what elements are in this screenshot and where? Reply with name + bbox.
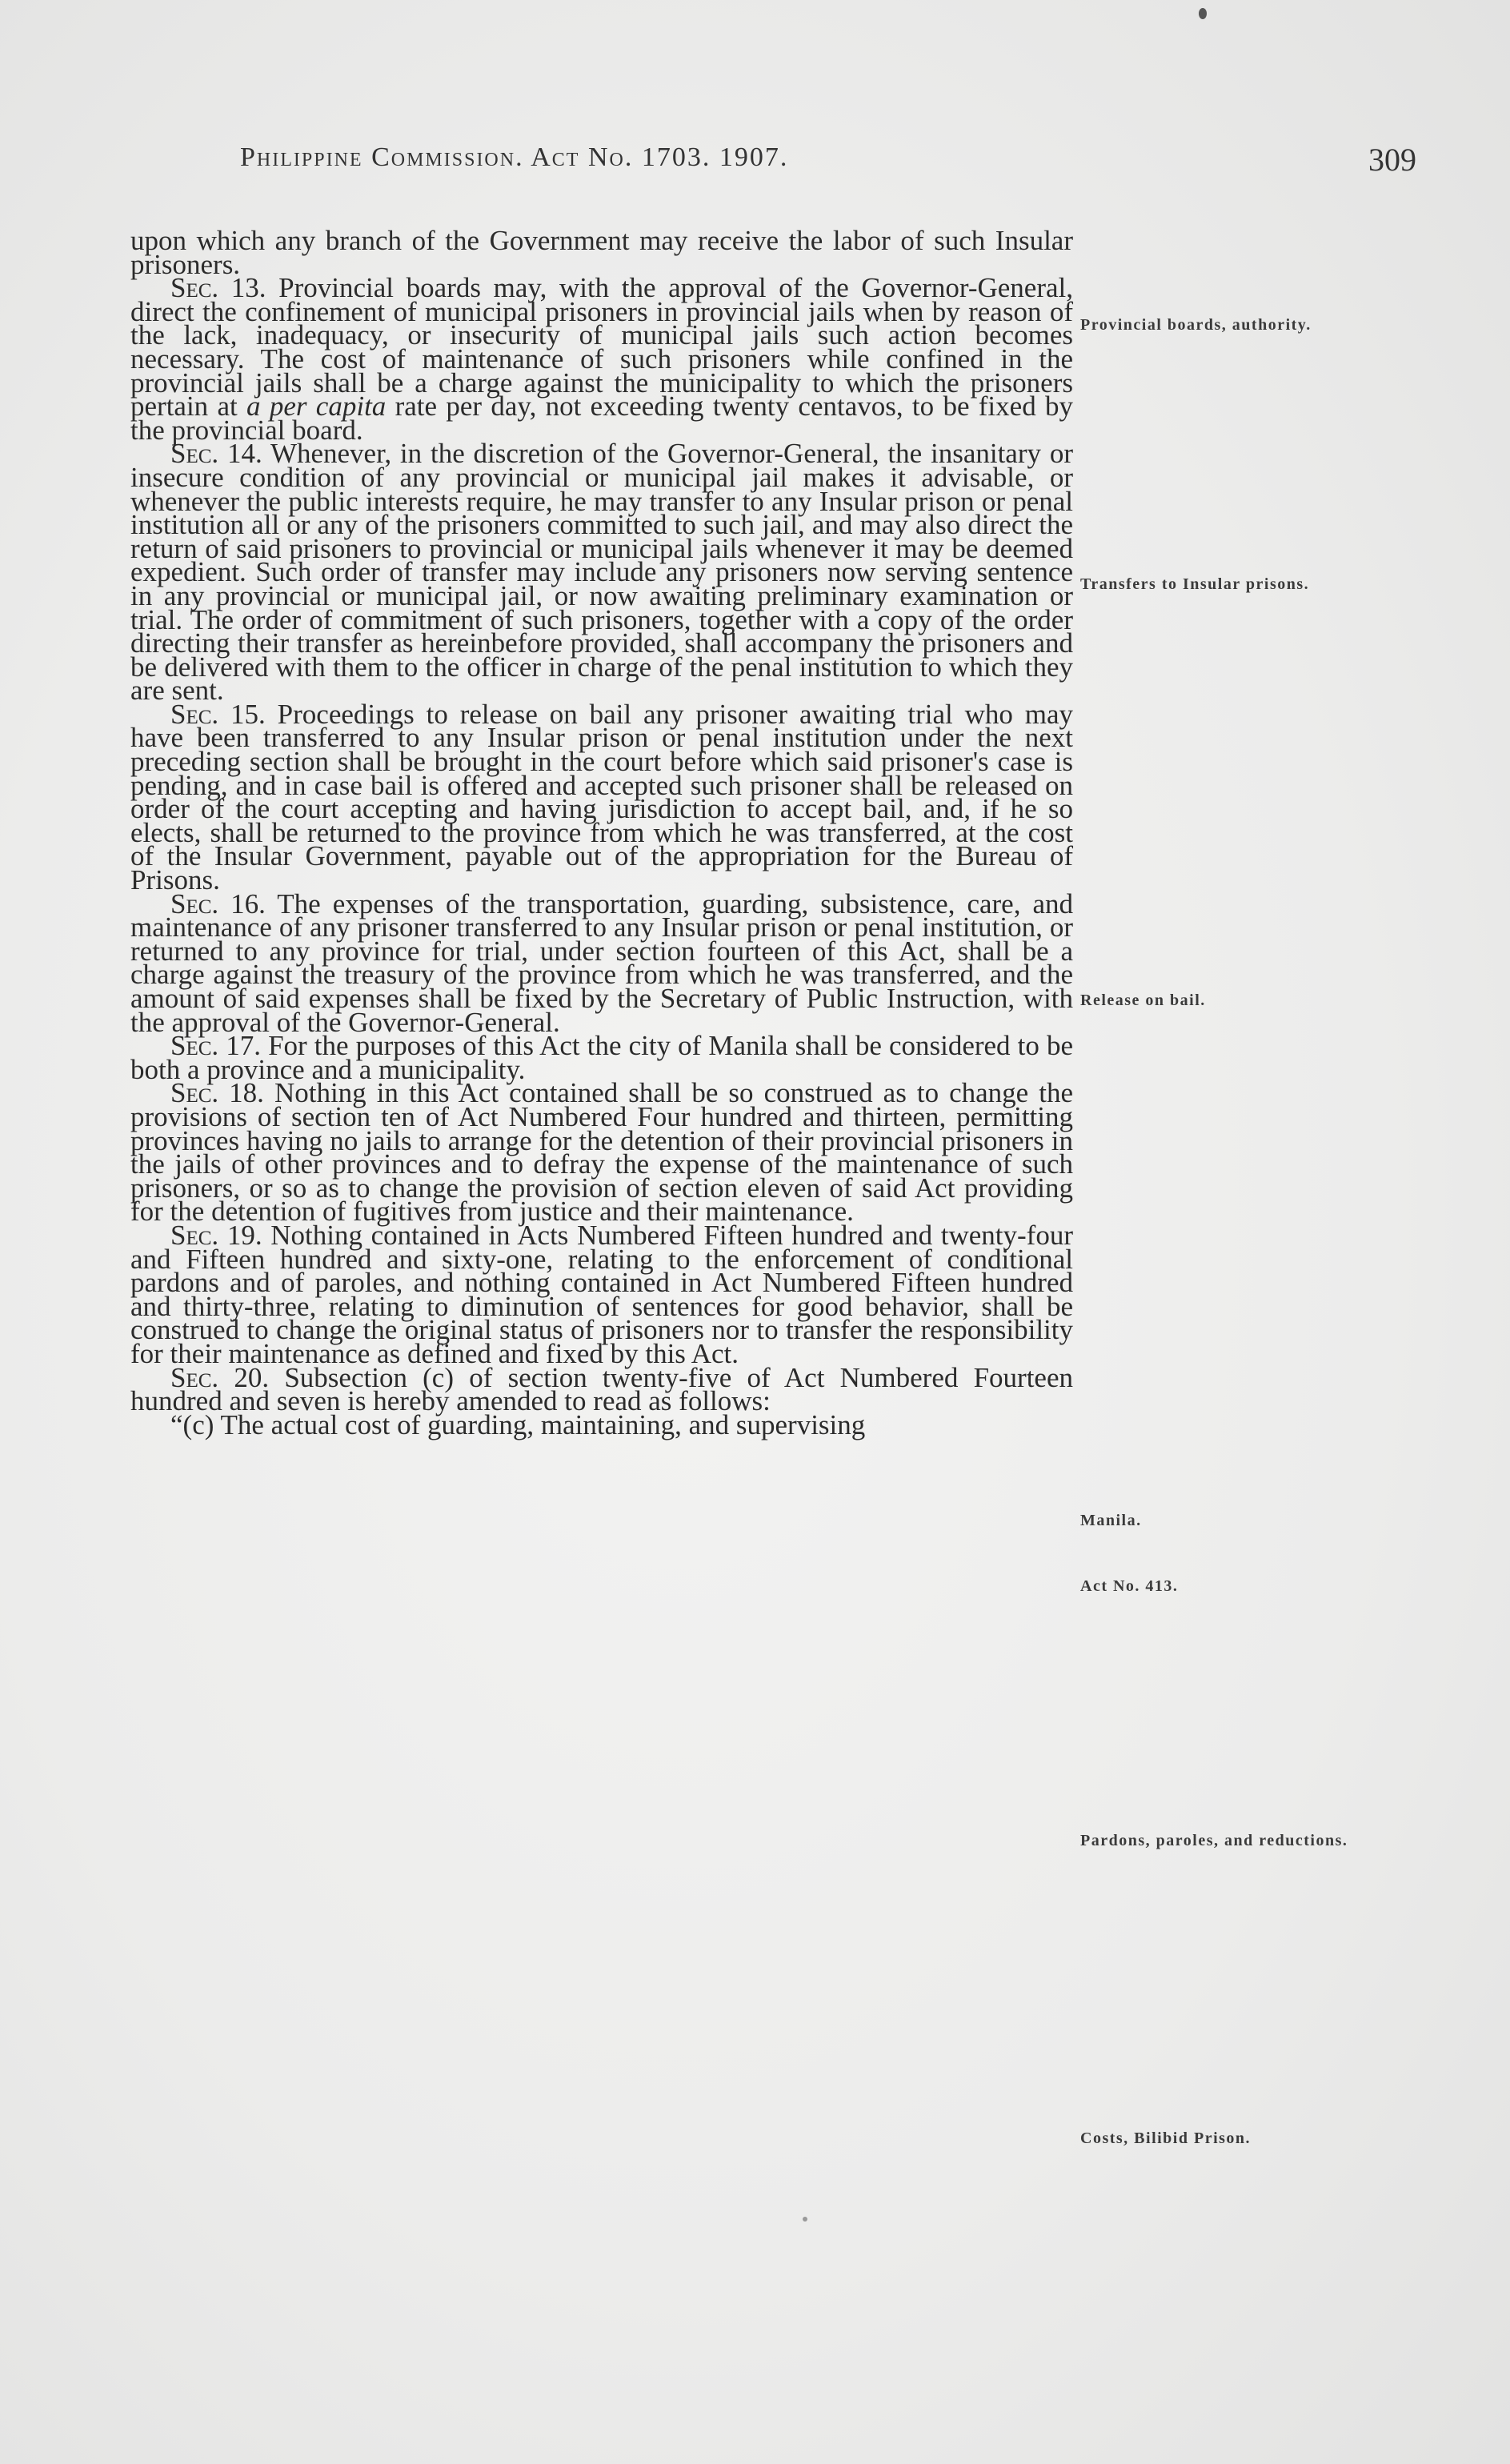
section-label: Sec. 16. — [170, 887, 266, 919]
section-text: “(c) The actual cost of guarding, maintaining, and supervising — [170, 1408, 866, 1440]
section-18 — [130, 1077, 1073, 1228]
section-text: Proceedings to release on bail any prisoner awaiting trial who may have been transferred to any Insular prison or penal institution under the next preceding section shall be brought in the court before which said prisoner's case is pending, and in case bail is offered and accepted such prisoner shall be released on order of the court accepting and having jurisdiction to accept bail, and, if he so elects, shall be returned to the province from which he was transferred, at the cost of the Insular Government, payable out of the appropriation for the Bureau of Prisons. — [130, 698, 1073, 896]
margin-note: Act No. 413. — [1080, 1577, 1179, 1595]
section-label: Sec. 14. — [170, 438, 262, 470]
section-16 — [130, 887, 1073, 1038]
margin-note: Manila. — [1080, 1512, 1142, 1529]
margin-note: Provincial boards, authority. — [1080, 316, 1312, 334]
section-15 — [130, 698, 1073, 896]
margin-note: Release on bail. — [1080, 992, 1206, 1009]
section-17 — [130, 1030, 1073, 1085]
section-20 — [130, 1361, 1073, 1417]
margin-note: Pardons, paroles, and reductions. — [1080, 1832, 1348, 1849]
section-19 — [130, 1219, 1073, 1369]
section-14 — [130, 438, 1073, 707]
section-text-italic: a per capita — [246, 391, 387, 423]
margin-note: Transfers to Insular prisons. — [1080, 575, 1310, 593]
paragraph-text: upon which any branch of the Government may receive the labor of such Insular prisoners. — [130, 225, 1073, 280]
section-label: Sec. 17. — [170, 1030, 261, 1062]
page-header — [240, 142, 1120, 190]
section-text: Subsection (c) of section twenty-five of Act Numbered Fourteen hundred and seven is hereby amended to read as follows: — [130, 1361, 1073, 1417]
section-13 — [130, 272, 1073, 446]
section-text: Provincial boards may, with the approval of the Governor-General, direct the confinement of municipal prisoners in provincial jails when by reason of the lack, inadequacy, or insecurity of municipal jails such action becomes necessary. The cost of maintenance of such prisoners while confined in the provincial jails shall be a charge against the municipality to which the prisoners pertain at — [130, 272, 1073, 423]
paragraph-continued — [130, 225, 1073, 280]
paper-speck — [1199, 8, 1207, 19]
section-label: Sec. 19. — [170, 1219, 262, 1251]
section-text: Nothing in this Act contained shall be so construed as to change the provisions of section ten of Act Numbered Four hundred and thirteen, permitting provinces having no jails to arrange for the detention of their provincial prisoners in the jails of other provinces and to defray the expense of the maintenance of such prisoners, or so as to change the provision of section eleven of said Act providing for the detention of fugitives from justice and their maintenance. — [130, 1077, 1073, 1228]
section-text: Nothing contained in Acts Numbered Fifteen hundred and twenty-four and Fifteen hundred and sixty-one, relating to the enforcement of conditional pardons and of paroles, and nothing contained in Act Numbered Fifteen hundred and thirty-three, relating to diminution of sentences for good behavior, shall be construed to change the original status of prisoners nor to transfer the responsibility for their maintenance as defined and fixed by this Act. — [130, 1219, 1073, 1369]
section-label: Sec. 18. — [170, 1077, 264, 1109]
section-label: Sec. 20. — [170, 1361, 270, 1393]
quoted-subsection — [130, 1408, 1073, 1440]
page-number: 309 — [1368, 142, 1416, 178]
body-text — [130, 225, 1073, 1440]
section-label: Sec. 15. — [170, 698, 266, 730]
running-head: Philippine Commission. Act No. 1703. 1907. — [240, 142, 789, 172]
section-text: The expenses of the transportation, guarding, subsistence, care, and maintenance of any prisoner transferred to any Insular prison or penal institution, or returned to any province for trial, under section fourteen of this Act, shall be a charge against the treasury of the province from which he was transferred, and the amount of said expenses shall be fixed by the Secretary of Public Instruction, with the approval of the Governor-General. — [130, 887, 1073, 1038]
section-text: rate per day, not exceeding twenty centavos, to be fixed by the provincial board. — [130, 391, 1073, 446]
paper-speck — [803, 2217, 807, 2222]
section-text: For the purposes of this Act the city of Manila shall be considered to be both a province and a municipality. — [130, 1030, 1073, 1085]
margin-note: Costs, Bilibid Prison. — [1080, 2129, 1252, 2147]
section-text: Whenever, in the discretion of the Governor-General, the insanitary or insecure condition of any provincial or municipal jail makes it advisable, or whenever the public interests require, he may transfer to any Insular prison or penal institution all or any of the prisoners committed to such jail, and may also direct the return of said prisoners to provincial or municipal jails whenever it may be deemed expedient. Such order of transfer may include any prisoners now serving sentence in any provincial or municipal jail, or now awaiting preliminary examination or trial. The order of commitment of such prisoners, together with a copy of the order directing their transfer as hereinbefore provided, shall accompany the prisoners and be delivered with them to the officer in charge of the penal institution to which they are sent. — [130, 438, 1073, 707]
section-label: Sec. 13. — [170, 272, 266, 304]
